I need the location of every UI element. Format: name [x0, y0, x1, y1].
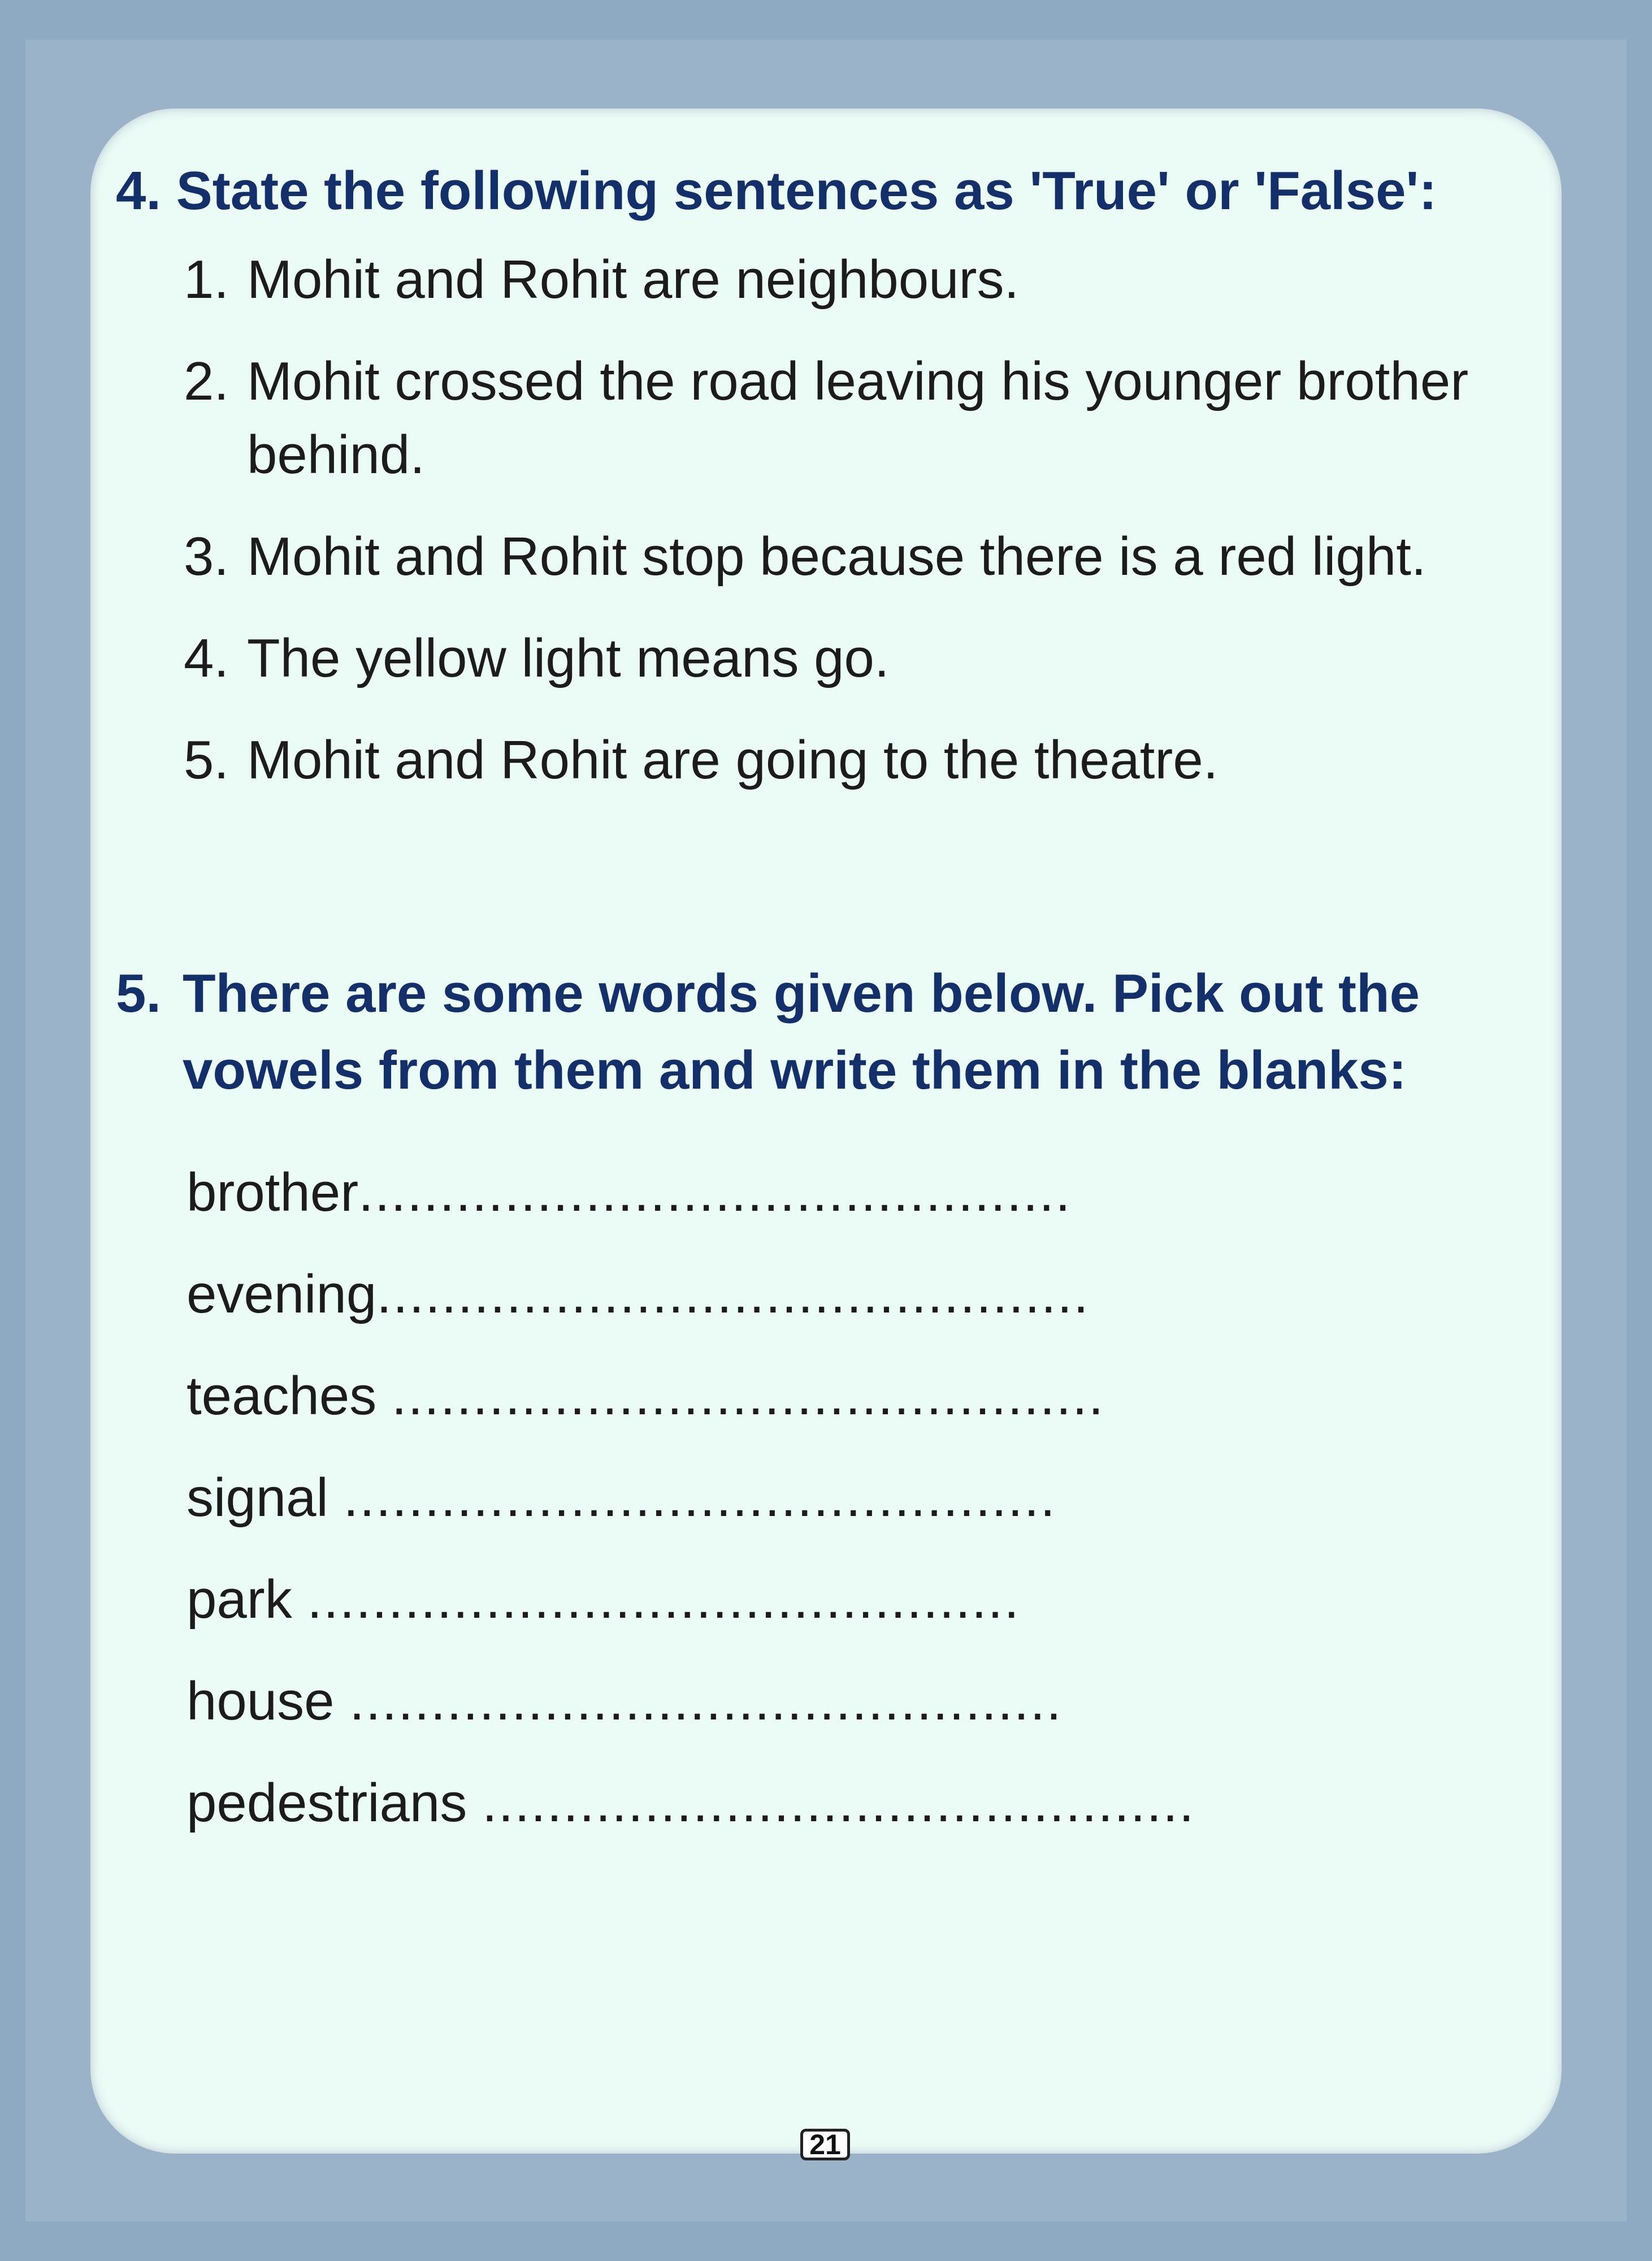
list-item — [187, 1665, 1195, 1766]
item-text: Mohit crossed the road leaving his younger brother behind. — [247, 351, 1469, 485]
list-item — [187, 1563, 1195, 1665]
list-item — [187, 1258, 1195, 1359]
item-text: The yellow light means go. — [247, 628, 890, 688]
true-false-list — [184, 243, 1551, 825]
word: signal — [187, 1467, 344, 1528]
question-5-number: 5. — [116, 963, 162, 1024]
answer-blank[interactable]: ............................................ — [358, 1162, 1072, 1223]
question-4-heading — [116, 153, 1437, 229]
item-number: 5. — [184, 730, 229, 790]
word: evening — [187, 1264, 377, 1324]
item-number: 2. — [184, 351, 229, 412]
list-item — [187, 1766, 1195, 1868]
answer-blank[interactable]: ............................................ — [376, 1264, 1090, 1324]
question-5-title-line-1: There are some words given below. Pick out the — [183, 963, 1420, 1024]
list-item — [187, 1156, 1195, 1258]
question-5-title-line-2: vowels from them and write them in the blanks: — [183, 1040, 1407, 1101]
question-5-heading — [116, 955, 1472, 1109]
answer-blank[interactable]: ............................................ — [307, 1569, 1020, 1630]
answer-blank[interactable]: ............................................ — [391, 1366, 1105, 1426]
answer-blank[interactable]: ............................................ — [349, 1671, 1063, 1731]
list-item — [187, 1461, 1195, 1563]
item-number: 4. — [184, 628, 229, 688]
item-number: 3. — [184, 526, 229, 587]
item-text: Mohit and Rohit stop because there is a red light. — [247, 526, 1426, 587]
item-text: Mohit and Rohit are going to the theatre. — [247, 730, 1219, 790]
question-4-title: State the following sentences as 'True' or 'False': — [176, 161, 1437, 221]
answer-blank[interactable]: ............................................ — [343, 1467, 1057, 1528]
word: teaches — [187, 1366, 392, 1426]
word: park — [187, 1569, 307, 1630]
vowel-word-list — [187, 1156, 1195, 1868]
list-item — [184, 345, 1551, 492]
word: house — [187, 1671, 350, 1731]
list-item — [184, 724, 1551, 797]
word: brother — [187, 1162, 359, 1223]
item-number: 1. — [184, 249, 229, 310]
list-item — [184, 243, 1551, 317]
item-text: Mohit and Rohit are neighbours. — [247, 249, 1020, 310]
answer-blank[interactable]: ............................................ — [482, 1773, 1195, 1833]
word: pedestrians — [187, 1773, 482, 1833]
list-item — [184, 520, 1551, 594]
list-item — [184, 622, 1551, 695]
page-number: 21 — [800, 2129, 850, 2160]
question-4-number: 4. — [116, 161, 162, 221]
list-item — [187, 1359, 1195, 1461]
